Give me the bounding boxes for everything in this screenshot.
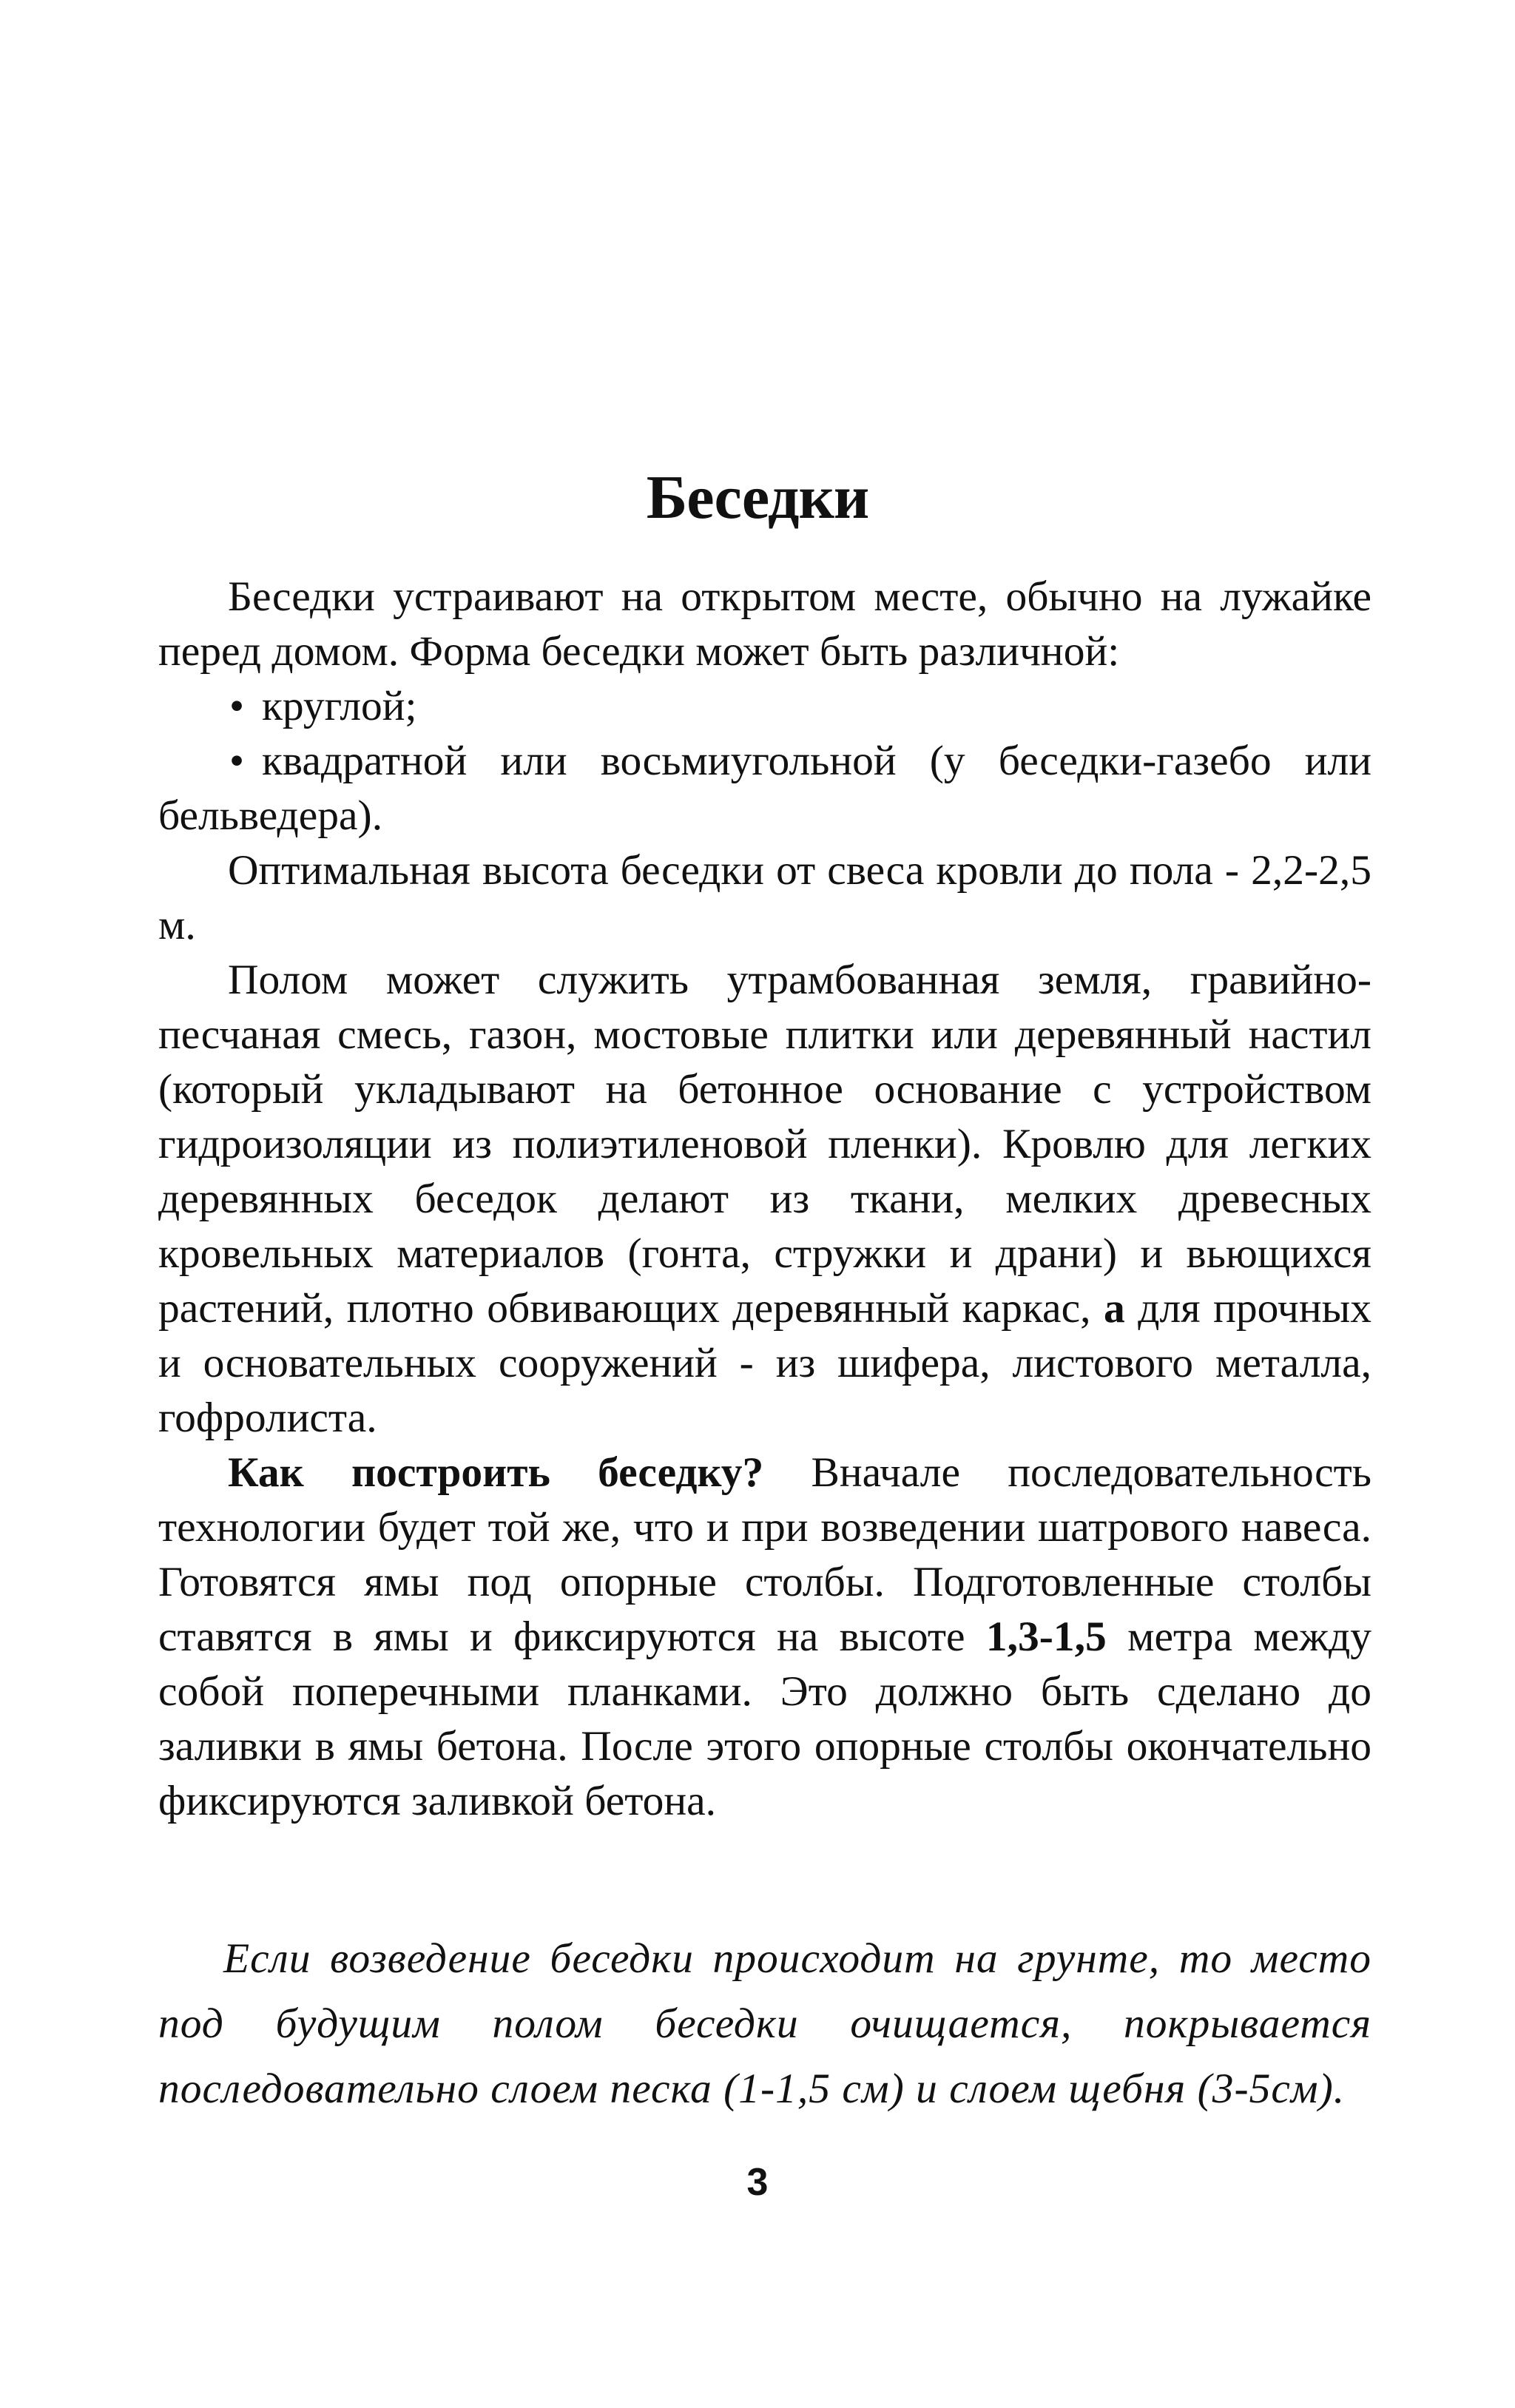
list-item-text: квадратной или восьмиугольной (у беседки-газебо или бельведера). — [158, 738, 1371, 839]
list-item-text: круглой; — [262, 683, 417, 729]
main-text — [158, 570, 1371, 1829]
floor-text-bold: а — [1103, 1285, 1125, 1332]
page-title: Беседки — [646, 463, 869, 532]
bullet-icon: • — [229, 738, 245, 784]
howto-text-end: метра между собой поперечными планками. Это должно быть сделано до заливки в ямы бетона. После этого опорные столбы окончательно фиксируются заливкой бетона. — [158, 1613, 1372, 1824]
bullet-icon: • — [229, 683, 245, 729]
shape-list — [158, 679, 1371, 843]
page-number: 3 — [746, 2161, 769, 2204]
list-item — [158, 734, 1371, 843]
height-paragraph: Оптимальная высота беседки от свеса кровли до пола - 2,2-2,5 м. — [158, 847, 1371, 948]
howto-text-start: Вначале последовательность технологии будет той же, что и при возведении шатрового навеса. Готовятся ямы под опорные столбы. Подготовленные столбы ставятся в ямы и фиксируются на высоте — [158, 1449, 1372, 1660]
howto-paragraph — [158, 1446, 1371, 1829]
floor-paragraph — [158, 953, 1371, 1446]
floor-text-end: для прочных и основательных сооружений - из шифера, листового металла, гофролиста. — [158, 1285, 1371, 1441]
intro-paragraph: Беседки устраивают на открытом месте, обычно на лужайке перед домом. Форма беседки может быть различной: — [158, 573, 1371, 675]
floor-text-start: Полом может служить утрамбованная земля, гравийно-песчаная смесь, газон, мостовые плитки или деревянный настил (который укладывают на бетонное основание с устройством гидроизоляции из полиэтиленовой пленки). Кровлю для легких деревянных беседок делают из ткани, мелких древесных кровельных материалов (гонта, стружки и драни) и вьющихся растений, плотно обвивающих деревянный каркас, — [158, 957, 1371, 1332]
howto-heading: Как построить беседку? — [228, 1449, 764, 1496]
italic-note: Если возведение беседки происходит на грунте, то место под будущим полом беседки очищается, покрывается последовательно слоем песка (1-1,5 см) и слоем щебня (3-5см). — [158, 1935, 1371, 2112]
list-item — [158, 679, 1371, 734]
howto-height-value: 1,3-1,5 — [985, 1613, 1107, 1660]
